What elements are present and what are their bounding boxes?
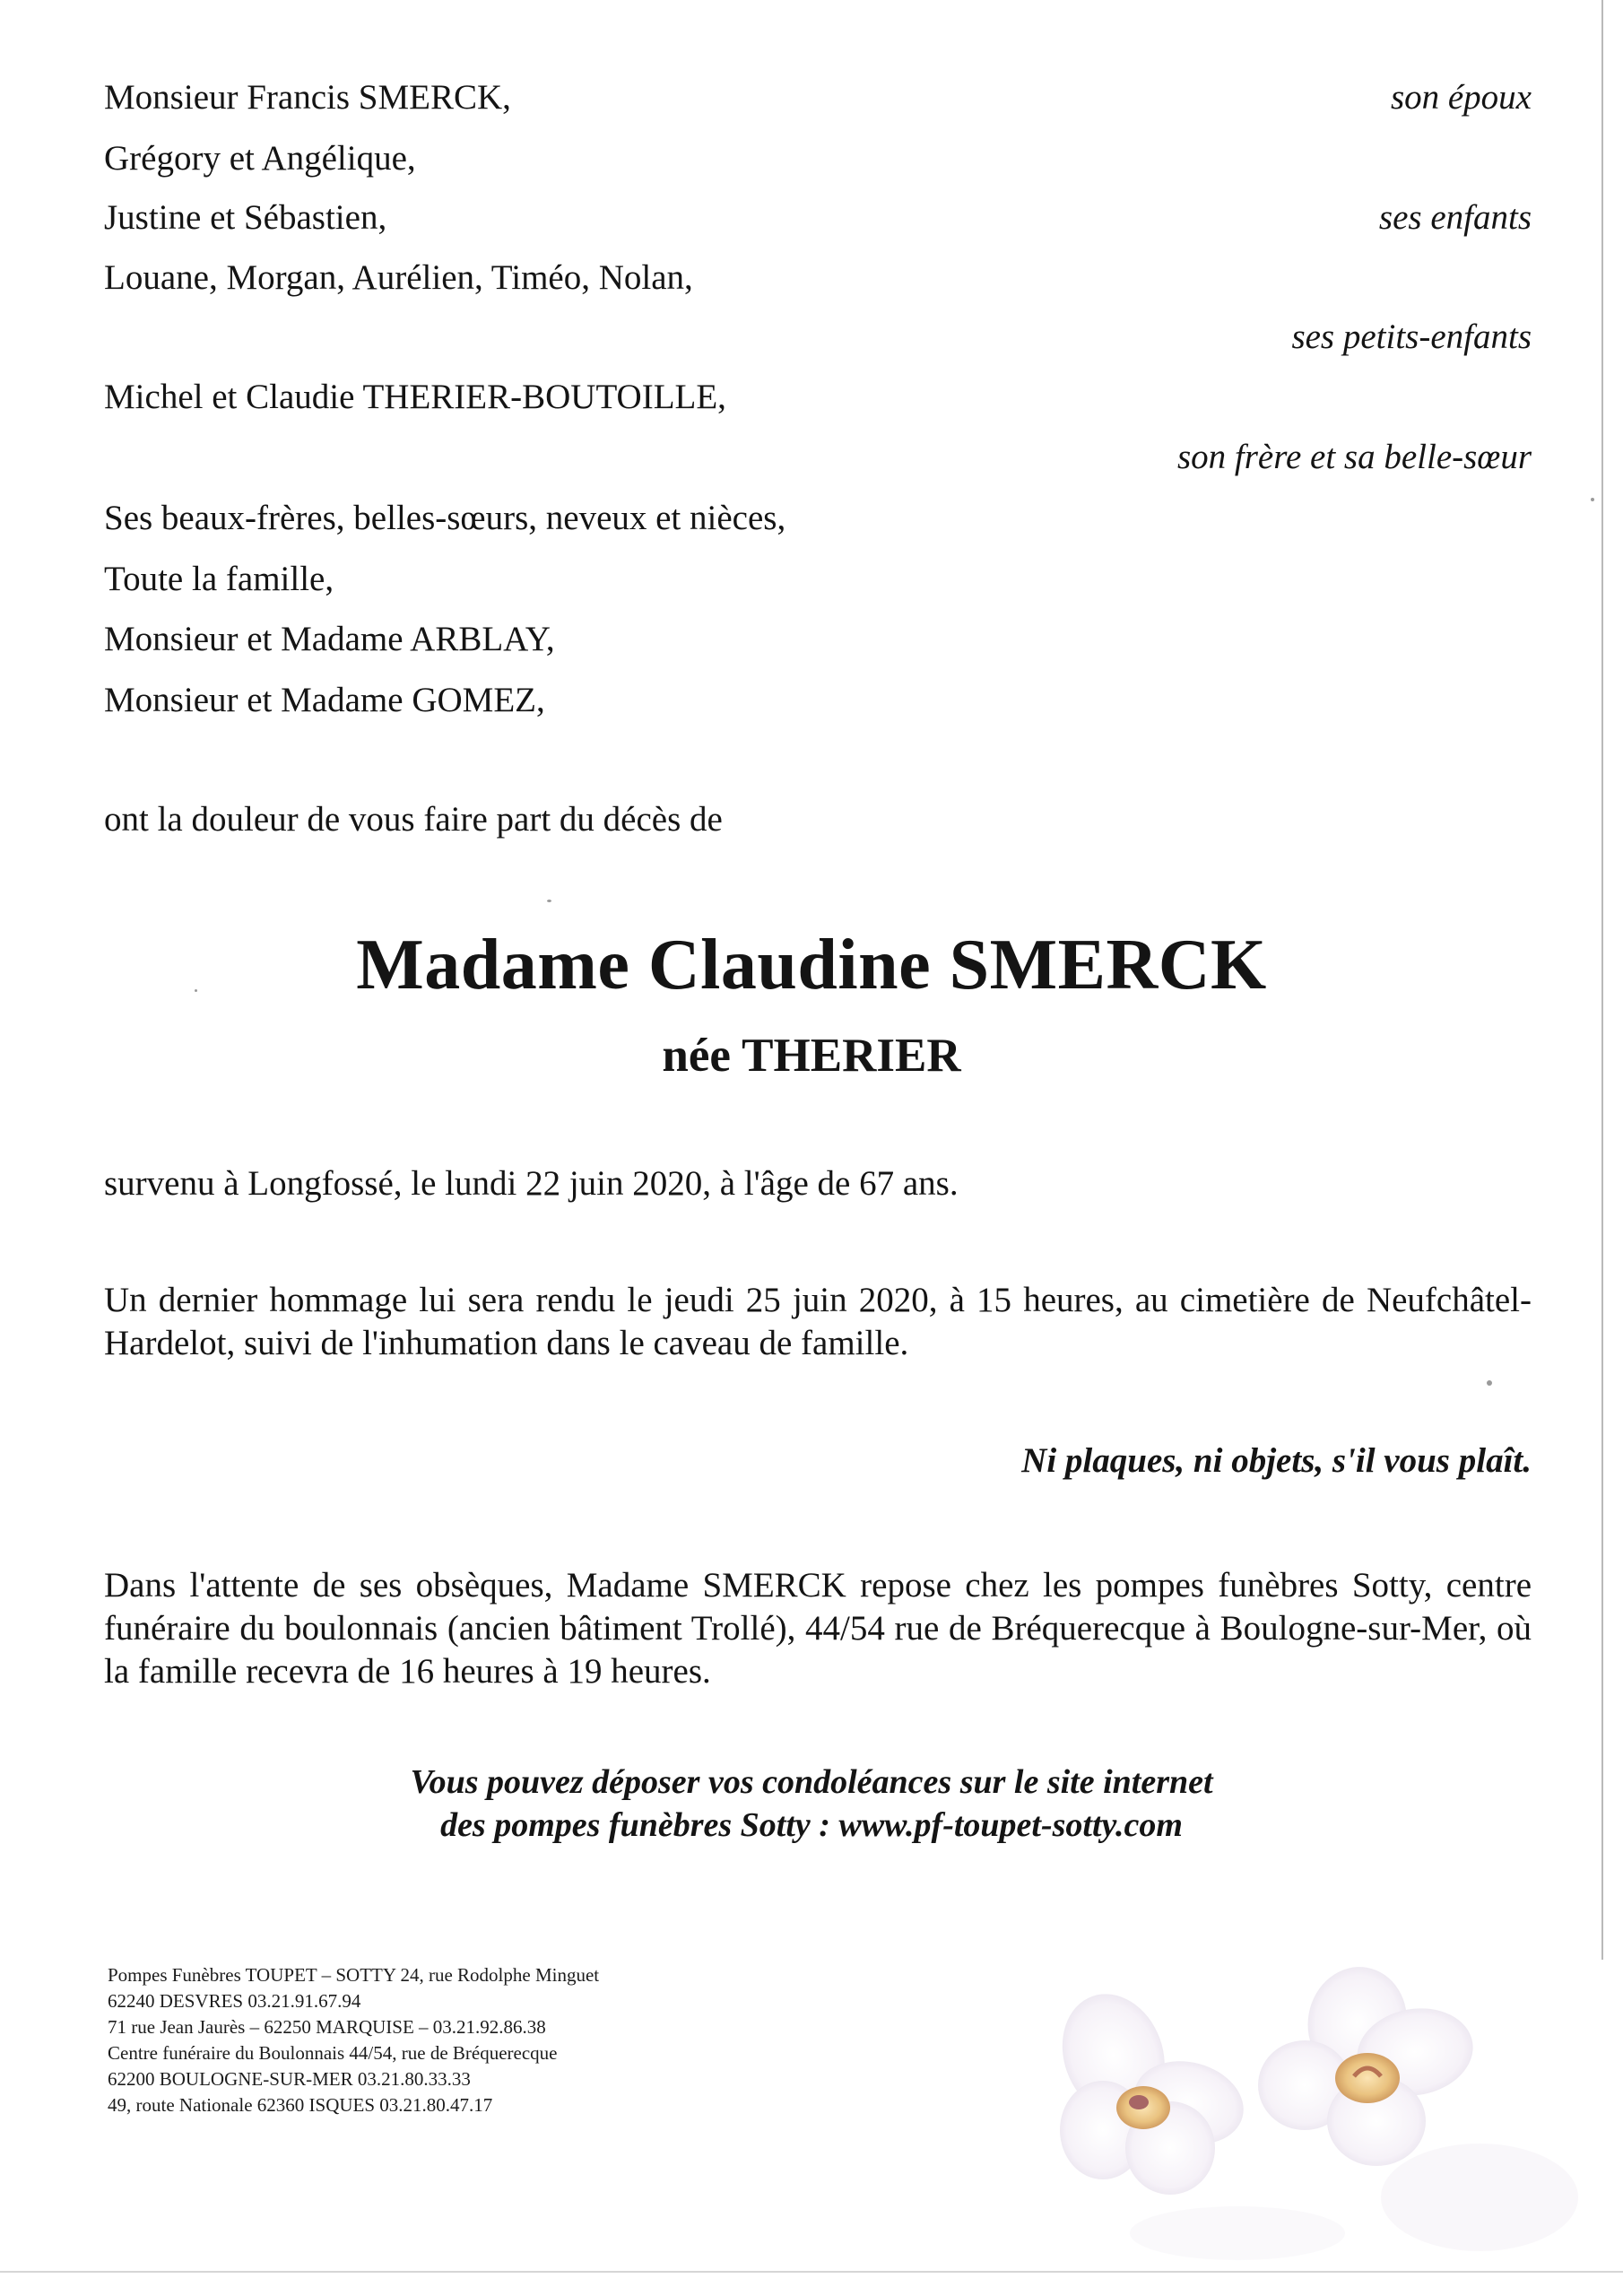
footer-line: Centre funéraire du Boulonnais 44/54, rue de Bréquerecque [108, 2042, 558, 2064]
orchid-flowers-icon [1058, 1964, 1596, 2260]
footer-line: Pompes Funèbres TOUPET – SOTTY 24, rue Rodolphe Minguet [108, 1964, 600, 1986]
announcement-text: ont la douleur de vous faire part du décès de [104, 800, 723, 839]
role-grandchildren: ses petits-enfants [1291, 317, 1532, 356]
condolences-line-2: des pompes funèbres Sotty : www.pf-toupet-sotty.com [440, 1806, 1183, 1844]
funeral-home-footer [108, 1962, 599, 2118]
footer-line: 49, route Nationale 62360 ISQUES 03.21.80.47.17 [108, 2094, 493, 2116]
speck [547, 900, 551, 902]
death-info: survenu à Longfossé, le lundi 22 juin 2020, à l'âge de 67 ans. [104, 1164, 959, 1203]
page-edge-bottom [0, 2271, 1623, 2273]
role-children: ses enfants [1378, 198, 1532, 237]
footer-line: 62200 BOULOGNE-SUR-MER 03.21.80.33.33 [108, 2068, 471, 2090]
role-spouse: son époux [1390, 78, 1532, 117]
rest-info-paragraph: Dans l'attente de ses obsèques, Madame SMERCK repose chez les pompes funèbres Sotty, centre funéraire du boulonnais (ancien bâtiment Trollé), 44/54 rue de Bréquerecque à Boulogne-sur-Mer, où la famille recevra de 16 heures à 19 heures. [104, 1566, 1532, 1691]
family-line: Monsieur Francis SMERCK, [104, 78, 511, 117]
family-line: Grégory et Angélique, [104, 139, 416, 178]
deceased-name: Madame Claudine SMERCK [356, 926, 1267, 1004]
family-line: Toute la famille, [104, 560, 334, 598]
speck [1487, 1380, 1492, 1386]
footer-line: 71 rue Jean Jaurès – 62250 MARQUISE – 03.21.92.86.38 [108, 2016, 546, 2038]
condolences-line-1: Vous pouvez déposer vos condoléances sur le site internet [410, 1763, 1213, 1801]
tribute-paragraph: Un dernier hommage lui sera rendu le jeudi 25 juin 2020, à 15 heures, au cimetière de Neufchâtel-Hardelot, suivi de l'inhumation dans le caveau de famille. [104, 1281, 1532, 1362]
family-line: Ses beaux-frères, belles-sœurs, neveux et nièces, [104, 499, 786, 537]
speck [1591, 498, 1594, 501]
family-line: Louane, Morgan, Aurélien, Timéo, Nolan, [104, 258, 693, 297]
no-flowers-note: Ni plaques, ni objets, s'il vous plaît. [1021, 1441, 1532, 1480]
maiden-name: née THERIER [662, 1030, 961, 1082]
family-line: Monsieur et Madame GOMEZ, [104, 681, 545, 719]
family-line: Justine et Sébastien, [104, 198, 387, 237]
role-siblings: son frère et sa belle-sœur [1176, 438, 1532, 476]
family-line: Monsieur et Madame ARBLAY, [104, 620, 555, 658]
footer-line: 62240 DESVRES 03.21.91.67.94 [108, 1990, 361, 2012]
family-line: Michel et Claudie THERIER-BOUTOILLE, [104, 378, 726, 416]
